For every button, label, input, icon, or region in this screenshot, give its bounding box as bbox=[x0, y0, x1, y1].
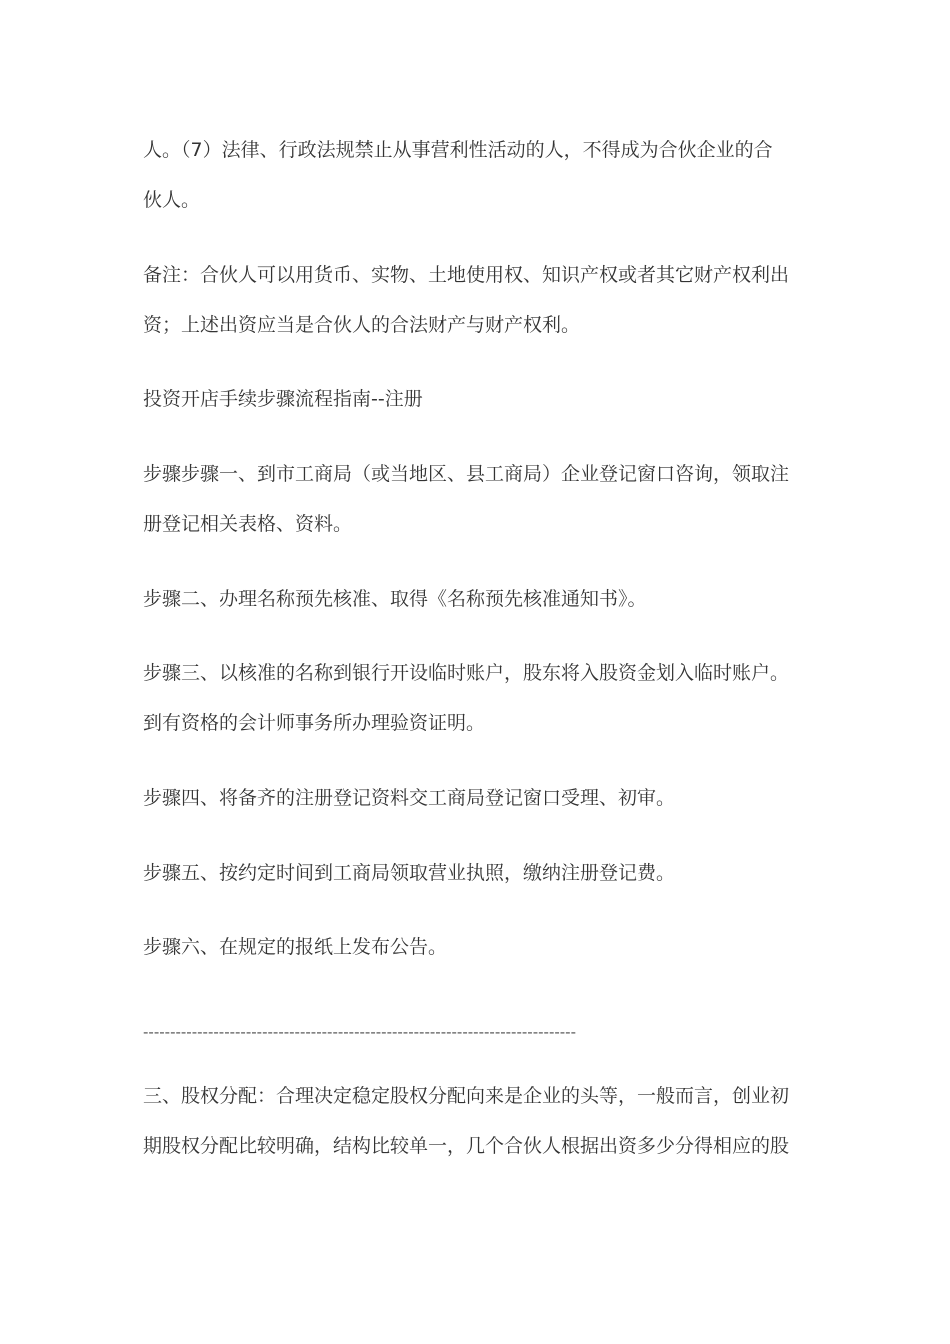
step-line: 步骤步骤一、到市工商局（或当地区、县工商局）企业登记窗口咨询，领取注 bbox=[143, 463, 790, 485]
section-line: 三、股权分配：合理决定稳定股权分配向来是企业的头等，一般而言，创业初 bbox=[143, 1085, 790, 1107]
note-line: 资；上述出资应当是合伙人的合法财产与财产权利。 bbox=[143, 314, 581, 336]
step-line: 到有资格的会计师事务所办理验资证明。 bbox=[143, 712, 486, 734]
step-line: 步骤二、办理名称预先核准、取得《名称预先核准通知书》。 bbox=[143, 588, 647, 610]
paragraph-line: 人。（7）法律、行政法规禁止从事营利性活动的人，不得成为合伙企业的合 bbox=[143, 139, 773, 161]
step-line: 册登记相关表格、资料。 bbox=[143, 513, 353, 535]
section-divider: -------------------------------------------------------------------------------- bbox=[143, 1023, 577, 1041]
step-line: 步骤四、将备齐的注册登记资料交工商局登记窗口受理、初审。 bbox=[143, 787, 676, 809]
step-line: 步骤五、按约定时间到工商局领取营业执照，缴纳注册登记费。 bbox=[143, 862, 676, 884]
paragraph-line: 伙人。 bbox=[143, 189, 201, 211]
step-line: 步骤三、以核准的名称到银行开设临时账户，股东将入股资金划入临时账户。 bbox=[143, 662, 790, 684]
step-line: 步骤六、在规定的报纸上发布公告。 bbox=[143, 936, 448, 958]
guide-heading: 投资开店手续步骤流程指南--注册 bbox=[143, 388, 423, 410]
section-line: 期股权分配比较明确，结构比较单一，几个合伙人根据出资多少分得相应的股 bbox=[143, 1135, 790, 1157]
note-line: 备注：合伙人可以用货币、实物、土地使用权、知识产权或者其它财产权利出 bbox=[143, 264, 790, 286]
